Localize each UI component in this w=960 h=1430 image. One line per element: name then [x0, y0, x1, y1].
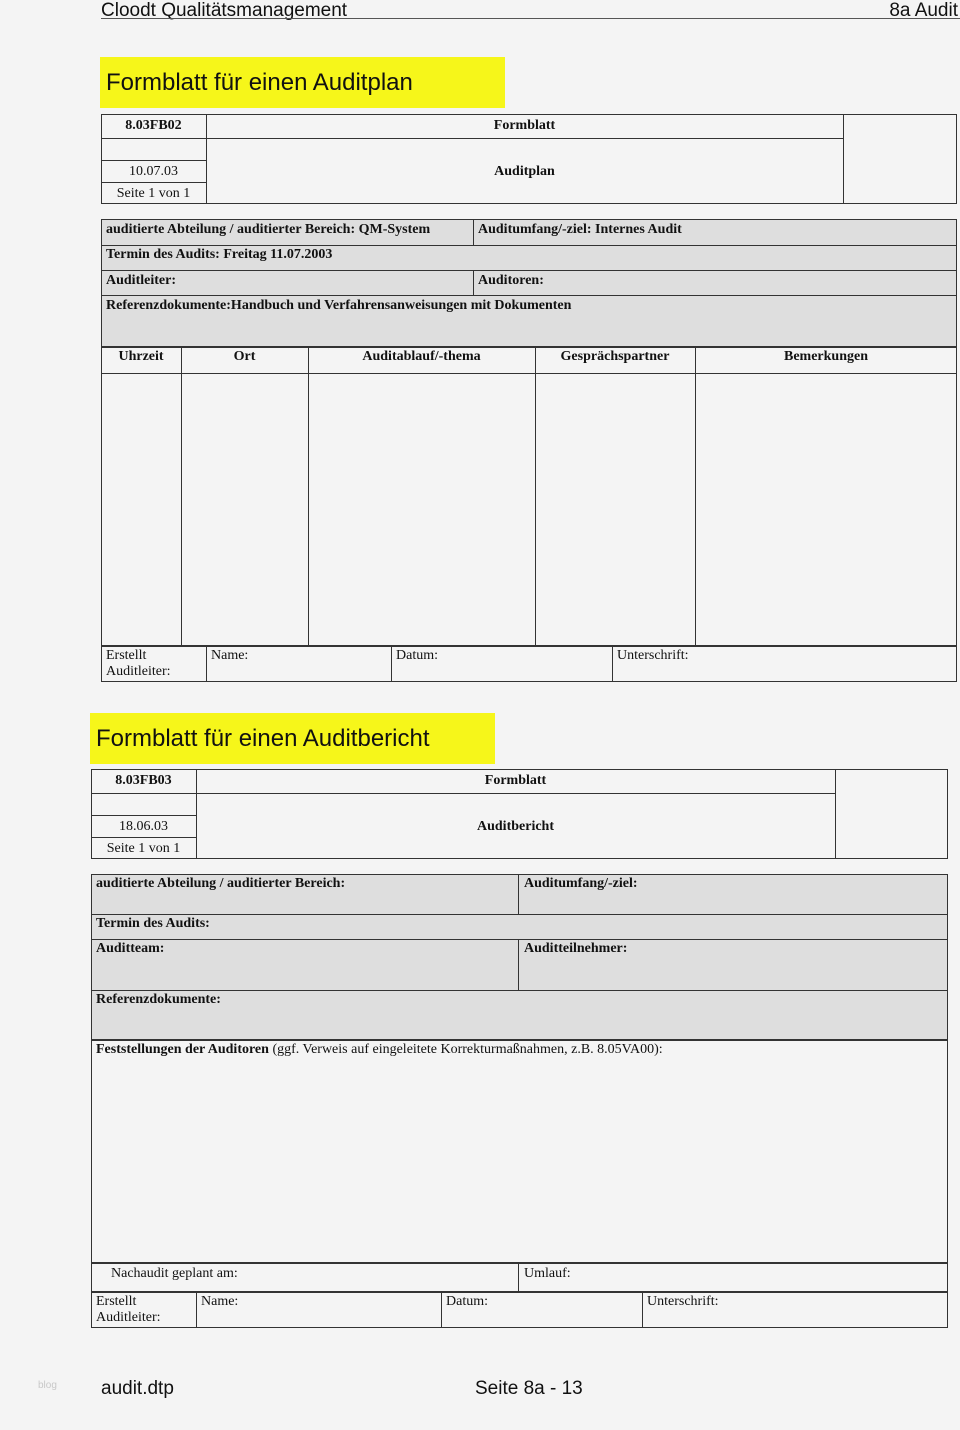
plan-sig-name-field[interactable]: Name: — [211, 648, 249, 663]
footer-page-number: Seite 8a - 13 — [475, 1378, 583, 1399]
header-section: 8a Audit — [889, 0, 958, 21]
report-doc-name: Auditbericht — [477, 819, 554, 834]
report-doc-page: Seite 1 von 1 — [106, 841, 181, 856]
plan-sig-sign-field[interactable]: Unterschrift: — [617, 648, 689, 663]
plan-sig-created — [106, 648, 171, 680]
report-audit-date: Termin des Audits: — [96, 916, 210, 931]
footer-filename: audit.dtp — [101, 1378, 174, 1399]
report-sig-sign-field[interactable]: Unterschrift: — [647, 1294, 719, 1309]
plan-title: Formblatt für einen Auditplan — [100, 57, 505, 108]
report-sig-created — [96, 1294, 161, 1326]
column-header: Bemerkungen — [784, 349, 868, 364]
plan-refs: Referenzdokumente:Handbuch und Verfahrensanweisungen mit Dokumenten — [106, 298, 572, 313]
report-doc-type: Formblatt — [484, 773, 547, 788]
plan-dept: auditierte Abteilung / auditierter Bereich: QM-System — [106, 222, 431, 237]
plan-sig-created-label: Erstellt — [106, 648, 147, 663]
report-dept: auditierte Abteilung / auditierter Bereich: — [96, 876, 346, 891]
report-sig-leader-label: Auditleiter: — [96, 1310, 161, 1325]
report-sig-created-label: Erstellt — [96, 1294, 137, 1309]
report-scope: Auditumfang/-ziel: — [524, 876, 638, 891]
header-company: Cloodt Qualitätsmanagement — [101, 0, 348, 21]
column-header: Ort — [233, 349, 256, 364]
plan-sig-leader-label: Auditleiter: — [106, 664, 171, 679]
header-rule — [101, 18, 960, 19]
report-sig-name-field[interactable]: Name: — [201, 1294, 239, 1309]
plan-doc-code: 8.03FB02 — [125, 118, 182, 133]
watermark: blog — [38, 1380, 57, 1391]
report-findings-title: Feststellungen der Auditoren — [96, 1042, 269, 1057]
column-header: Gesprächspartner — [560, 349, 670, 364]
column-header: Uhrzeit — [118, 349, 164, 364]
report-findings-frame[interactable] — [91, 1040, 948, 1263]
plan-schedule-frame — [101, 347, 957, 646]
report-circulation-field[interactable]: Umlauf: — [524, 1266, 571, 1281]
column-header: Auditablauf/-thema — [362, 349, 481, 364]
report-participants: Auditteilnehmer: — [524, 941, 628, 956]
plan-doc-page: Seite 1 von 1 — [116, 186, 191, 201]
report-sig-date-field[interactable]: Datum: — [446, 1294, 488, 1309]
report-refs: Referenzdokumente: — [96, 992, 221, 1007]
plan-doc-date: 10.07.03 — [129, 164, 178, 179]
report-doc-code: 8.03FB03 — [115, 773, 172, 788]
plan-leader: Auditleiter: — [106, 273, 176, 288]
plan-audit-date: Termin des Audits: Freitag 11.07.2003 — [106, 247, 333, 262]
report-info-frame — [91, 874, 948, 1040]
plan-auditors: Auditoren: — [478, 273, 544, 288]
report-team: Auditteam: — [96, 941, 165, 956]
report-findings-note: (ggf. Verweis auf eingeleitete Korrekturmaßnahmen, z.B. 8.05VA00): — [268, 1042, 663, 1057]
plan-sig-date-field[interactable]: Datum: — [396, 648, 438, 663]
report-followup-field[interactable]: Nachaudit geplant am: — [111, 1266, 238, 1281]
plan-doc-name: Auditplan — [494, 164, 555, 179]
plan-doc-type: Formblatt — [493, 118, 556, 133]
report-findings-label — [96, 1042, 663, 1058]
report-title: Formblatt für einen Auditbericht — [90, 713, 495, 764]
report-doc-date: 18.06.03 — [119, 819, 168, 834]
plan-scope: Auditumfang/-ziel: Internes Audit — [478, 222, 682, 237]
